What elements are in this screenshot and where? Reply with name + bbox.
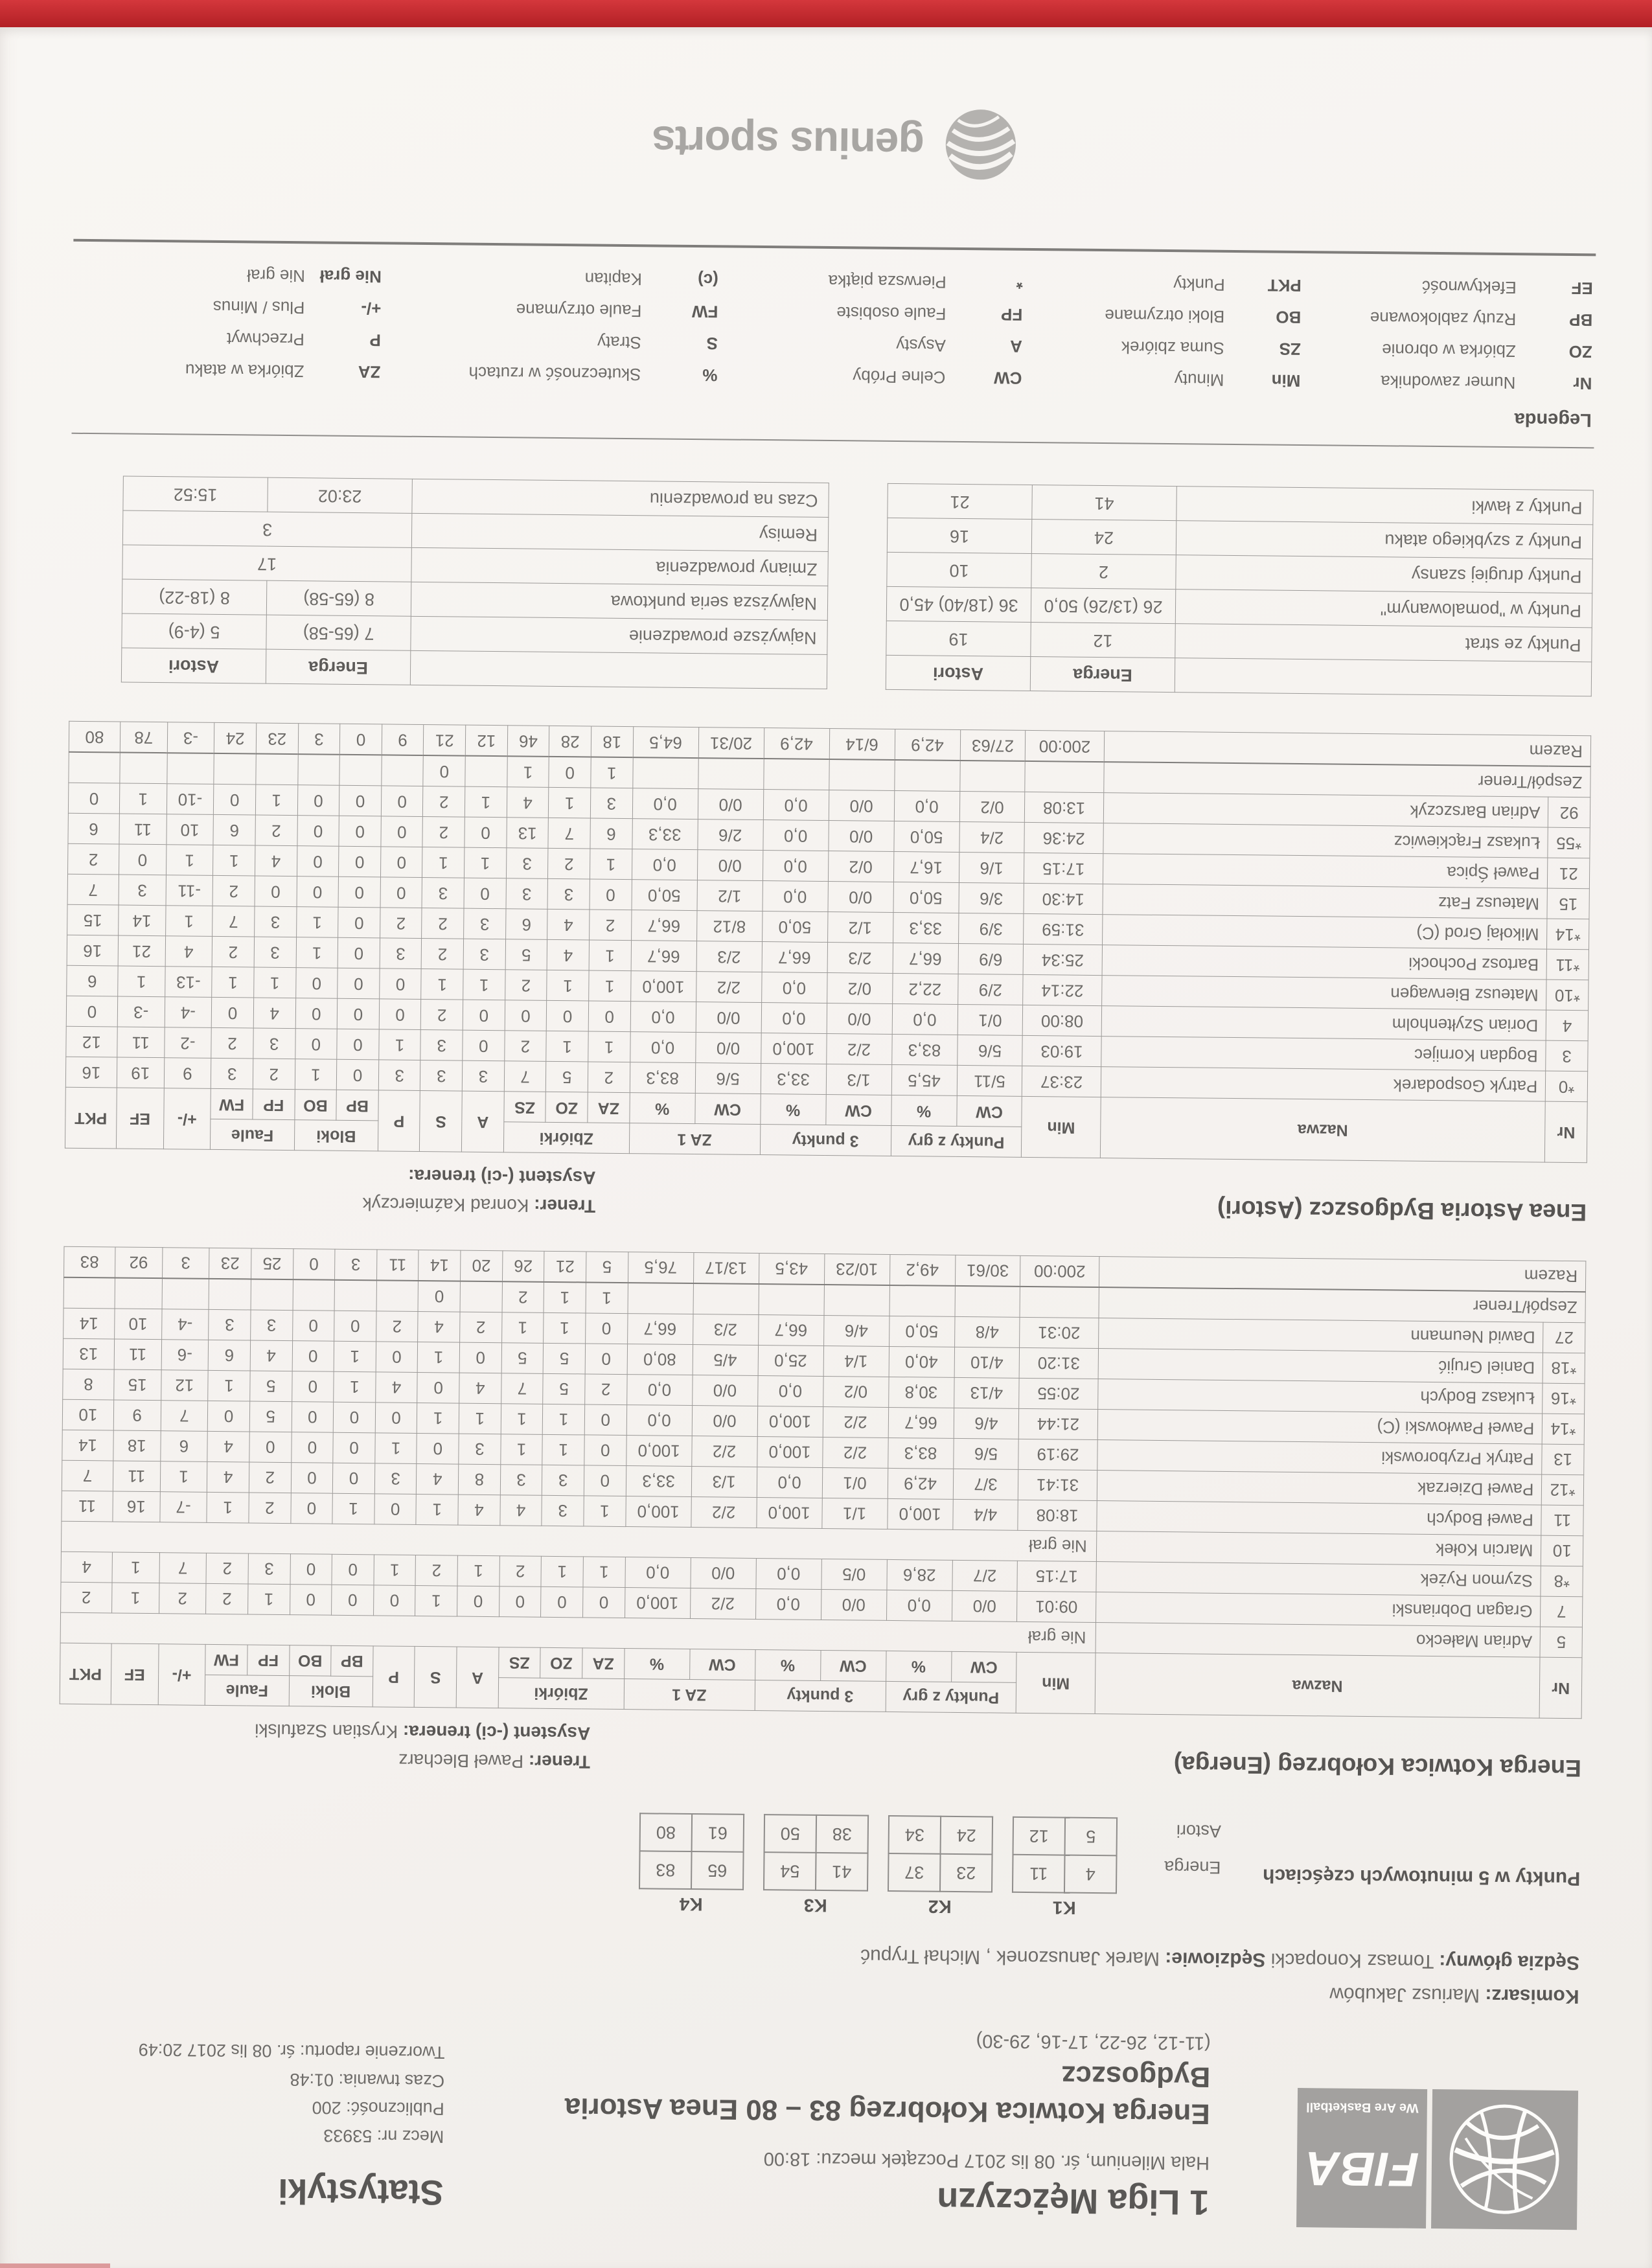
quarter-group: K4 65 83 61 80 (639, 1807, 745, 1915)
quarter-group: K3 41 54 38 50 (763, 1809, 869, 1916)
fiba-globe-icon (1431, 2089, 1578, 2230)
coach-name: Konrad Kaźmierczyk (362, 1193, 529, 1216)
coach-label: Trener: (528, 1751, 591, 1772)
table-row: *18 Daniel Grujić 31:20 4/10 40,0 1/4 25,0 4/5 80,0 0 5 5 0 1 0 1 0 4 6 -6 11 13 (63, 1338, 1585, 1384)
summary-header-row: Energa Astori (121, 648, 827, 689)
summary-row: Punkty w "pomalowanym" 26 (13/26) 50,0 36 (18/40) 45,0 (886, 586, 1592, 627)
team-name: Energa Kotwica Kołobrzeg (Energa) (1173, 1750, 1582, 1781)
five-min-quarters (639, 1807, 1118, 1918)
attendance: Publiczność: 200 (312, 2098, 444, 2119)
table-row: 92 Adrian Barszczyk 13:08 0/2 0,0 0/0 0,0 0/0 0,0 3 1 4 1 2 0 0 0 1 0 -10 1 0 (68, 783, 1590, 828)
legend-entry: FW Faule otrzymane (516, 300, 718, 322)
header-right (54, 2021, 445, 2219)
coach-name: Paweł Blecharz (398, 1750, 524, 1772)
legend-entry: % Skuteczność w rzutach (468, 363, 718, 385)
legend-entry: BO Bloki otrzymane (1105, 306, 1302, 328)
report-created: Tworzenie raportu: śr. 08 lis 2017 20:49 (138, 2040, 445, 2063)
result-line1: Energa Kotwica Kołobrzeg 83 – 80 Enea Astoria (564, 2092, 1210, 2130)
table-row: 10 Marcin Kołek Nie grał (61, 1521, 1583, 1566)
header-row: Nr Nazwa Min Punkty z gry 3 punkty ZA 1 Zbiórki A S P Bloki Faule +/- EF PKT (65, 1117, 1587, 1163)
quarter-score-box: 65 83 61 80 (639, 1813, 744, 1890)
legend-entry: ZS Suma zbiórek (1121, 338, 1302, 360)
ref-main-label: Sędzia główny: (1439, 1950, 1580, 1973)
legend-entry: CW Celne Próby (853, 367, 1022, 388)
paper-sheet (0, 27, 1652, 2268)
duration: Czas trwania: 01:48 (290, 2069, 445, 2091)
commissioner-name: Mariusz Jakubów (1329, 1983, 1480, 2006)
venue-line: Hala Milenium, śr. 08 lis 2017 Początek meczu: 18:00 (763, 2148, 1210, 2173)
table-row: 27 Dawid Neumann 20:31 4/8 50,0 4/6 66,7 2/3 66,7 0 1 1 2 4 2 0 0 3 3 -4 10 14 (63, 1308, 1585, 1353)
legend-entry: BP Rzuty zablokowane (1370, 308, 1593, 330)
legend-entry: A Asysty (896, 336, 1023, 356)
summary-row: Punkty z ławki 41 21 (888, 483, 1593, 524)
quarter-score-box: 4 11 5 12 (1012, 1816, 1118, 1894)
assistant-name: Krystian Szafulski (255, 1720, 398, 1742)
summary-header-row: Energa Astori (886, 655, 1591, 696)
fiba-tagline: We Are Basketball (1306, 2100, 1419, 2116)
page-title: Statystyki (278, 2171, 444, 2212)
table-row: 5 Adrian Małecko Nie grał (60, 1612, 1582, 1658)
genius-swirl-icon (942, 106, 1019, 183)
box-score-table-energa (60, 1246, 1587, 1719)
legend-entry: Nr Numer zawodnika (1381, 372, 1592, 394)
legend-entry: P Przechwyt (226, 329, 382, 350)
five-min-label: Punkty w 5 minutowych częściach (1262, 1864, 1581, 1889)
table-row: Zespół/Trener 1 0 1 0 (69, 752, 1590, 797)
legend-entry: Nie grał Nie grał (247, 266, 382, 287)
table-row: *10 Mateusz Bierwagen 22:14 2/9 22,2 0/2 0,0 2/2 100,0 1 1 2 1 1 0 0 0 1 1 -13 1 6 (67, 965, 1589, 1011)
team-section-energa (59, 1246, 1587, 1785)
scan-edge-corner (0, 2263, 110, 2268)
refs-label: Sędziowie: (1165, 1947, 1266, 1971)
summary-row: Punkty ze strat 12 19 (886, 621, 1592, 661)
team-section-astoria (64, 721, 1591, 1230)
summary-leads-table (121, 476, 829, 689)
quarter-group: K1 4 11 5 12 (1012, 1811, 1118, 1918)
table-row: 15 Mateusz Fatz 14:30 3/6 50,0 0/0 0,0 1/2 50,0 0 3 3 0 3 0 0 0 0 2 -11 3 7 (67, 874, 1589, 919)
table-row: Razem 200:00 30/61 49,2 10/23 43,5 13/17 76,5 5 21 26 20 14 11 3 0 25 23 3 92 83 (64, 1246, 1586, 1292)
document-header (54, 2021, 1579, 2230)
legend-entry: ZA Zbiórka w ataku (185, 360, 381, 382)
table-row: 3 Bogdan Kornijec 19:03 5/6 83,3 2/2 100,0 0/0 0,0 1 1 2 0 3 1 0 0 3 2 -2 11 12 (66, 1026, 1588, 1071)
legend-entry: * Pierwsza piątka (828, 271, 1023, 293)
legend-title: Legenda (1514, 409, 1592, 431)
legend-entry: ZO Zbiórka w obronie (1382, 340, 1592, 362)
header-subrow: CW % CW % CW % ZA ZO ZS BP BO FP FW (65, 1087, 1587, 1132)
summary-row: Punkty z szybkiego ataku 24 16 (887, 518, 1592, 558)
commissioner-label: Komisarz: (1485, 1984, 1579, 2007)
assistant-label: Asystent (-ci) trenera: (402, 1722, 591, 1744)
table-row: *0 Patryk Gospodarek 23:37 5/11 45,5 1/3 33,3 5/6 83,3 2 5 7 3 3 3 0 1 2 3 9 19 16 (65, 1057, 1587, 1102)
summary-row: Punkty drugiej szansy 2 10 (887, 552, 1592, 593)
legend-section (72, 239, 1596, 449)
header-center (443, 2024, 1294, 2227)
table-row: 21 Paweł Śpica 17:15 1/6 16,7 0/2 0,0 0/0 0,0 1 2 3 1 1 0 0 0 4 1 1 0 2 (67, 843, 1589, 889)
table-row: 11 Paweł Bodych 18:08 4/4 100,0 1/1 100,0 2/2 100,0 1 3 4 4 1 0 1 0 2 1 -7 16 11 (62, 1491, 1583, 1536)
quarter-score-box: 23 37 24 34 (888, 1815, 993, 1893)
match-number: Mecz nr: 53933 (323, 2125, 444, 2147)
table-row: *8 Szymon Ryżek 17:15 2/7 28,6 0/5 0,0 0/0 0,0 1 1 2 1 2 1 0 0 3 2 7 1 4 (61, 1552, 1583, 1597)
table-row: 4 Dorian Szyłtenholm 08:00 0/1 0,0 0/0 0,0 0/0 0,0 0 0 0 0 2 0 0 0 4 0 -4 -3 0 (66, 996, 1588, 1041)
table-row: *14 Paweł Pawłowski (C) 21:44 4/6 66,7 2/2 100,0 0/0 0,0 0 1 1 1 1 0 0 0 5 0 7 9 10 (62, 1399, 1584, 1445)
officials (56, 1936, 1579, 2007)
league-title: 1 Liga Mężczyzn (937, 2180, 1210, 2222)
legend-entry: PKT Punkty (1173, 275, 1302, 296)
summary-row: Remisy 3 (122, 510, 828, 551)
summary-row: Najwyższe prowadzenie 7 (65-58) 5 (4-9) (122, 613, 827, 654)
fiba-text: FIBA (1304, 2142, 1419, 2197)
genius-wordmark: genius sports (652, 117, 925, 168)
result-line2: Bydgoszcz (1061, 2059, 1211, 2093)
summary-row: Czas na prowadzeniu 23:02 15:52 (123, 476, 829, 517)
commissioner-line (56, 1970, 1579, 2007)
box-score-table-astoria (65, 721, 1591, 1163)
quarter-score-box: 41 54 38 50 (763, 1814, 869, 1892)
legend-entry: (c) Kapitan (584, 269, 718, 290)
table-row: 7 Gragan Dobrianski 09:01 0/0 0,0 0/0 0,0 2/2 100,0 0 0 0 0 1 0 0 0 1 2 2 1 2 (61, 1582, 1583, 1627)
team-staff (59, 1715, 591, 1776)
legend-grid (75, 264, 1593, 393)
legend-entry: FP Faule osobiste (836, 303, 1023, 325)
summary-row: Zmiany prowadzenia 17 (122, 545, 828, 586)
table-row: *11 Bartosz Pochocki 25:34 6/9 66,7 2/3 66,7 2/3 66,7 1 4 5 3 2 3 0 1 3 2 4 21 16 (67, 935, 1589, 980)
table-row: *12 Paweł Dzierzak 31:41 3/7 42,9 0/1 0,0 1/3 33,3 0 3 3 8 4 3 0 0 2 4 1 11 7 (62, 1460, 1583, 1506)
legend-entry: S Straty (597, 332, 718, 354)
summary-points-table (886, 483, 1594, 696)
team-name: Enea Astoria Bydgoszcz (Astori) (1217, 1195, 1587, 1226)
summary-tables (69, 475, 1594, 697)
summary-row: Najwyższa seria punktowa 8 (65-58) 8 (18-22) (122, 579, 827, 620)
five-min-section (58, 1802, 1581, 1923)
legend-entry: Min Minuty (1174, 370, 1301, 391)
header-row: Nr Nazwa Min Punkty z gry 3 punkty ZA 1 Zbiórki A S P Bloki Faule +/- EF PKT (60, 1673, 1581, 1719)
fiba-wordmark (1296, 2088, 1427, 2228)
assistant-label: Asystent (-ci) trenera: (407, 1166, 596, 1189)
table-row: 13 Patryk Przyborowski 29:19 5/6 83,3 2/2 100,0 2/2 100,0 0 1 1 3 0 1 0 0 0 4 6 18 14 (62, 1430, 1584, 1475)
table-row: Razem 200:00 27/63 42,9 6/14 42,9 20/31 64,5 18 28 46 12 21 9 0 3 23 24 -3 78 80 (69, 721, 1590, 766)
five-min-teams: Energa Astori (1164, 1820, 1222, 1877)
header-subrow: CW % CW % CW % ZA ZO ZS BP BO FP FW (60, 1643, 1582, 1688)
quarter-group: K2 23 37 24 34 (888, 1810, 994, 1918)
table-row: *16 Łukasz Bodych 20:55 4/13 30,8 0/2 0,0 0/0 0,0 2 5 7 4 0 4 1 0 5 1 12 15 8 (63, 1369, 1585, 1414)
legend-entry: +/- Plus / Minus (212, 297, 382, 319)
referees-line (57, 1936, 1579, 1973)
table-row: *14 Mikołaj Grod (C) 31:59 3/9 33,3 1/2 50,0 8/12 66,7 2 4 6 3 2 2 0 1 3 7 1 14 15 (67, 904, 1589, 950)
document-rotated-180 (0, 19, 1652, 2268)
fiba-logo (1292, 2033, 1579, 2230)
match-result (444, 2051, 1210, 2133)
genius-sports-logo (74, 98, 1597, 189)
match-meta (55, 2035, 445, 2151)
table-row: Zespół/Trener 1 1 2 0 (63, 1277, 1585, 1323)
legend-entry: EF Efektywność (1421, 277, 1593, 299)
coach-label: Trener: (534, 1195, 596, 1217)
refs-names: Marek Januszonek , Michał Trypuć (860, 1945, 1160, 1969)
team-staff (64, 1159, 596, 1220)
table-row: *55 Łukasz Frąckiewicz 24:36 2/4 50,0 0/0 0,0 2/6 33,3 6 7 13 0 2 0 0 0 2 6 10 11 6 (68, 813, 1590, 858)
ref-main-name: Tomasz Konopacki (1270, 1949, 1434, 1972)
period-scores: (11-12, 26-22, 17-16, 29-30) (976, 2030, 1211, 2054)
